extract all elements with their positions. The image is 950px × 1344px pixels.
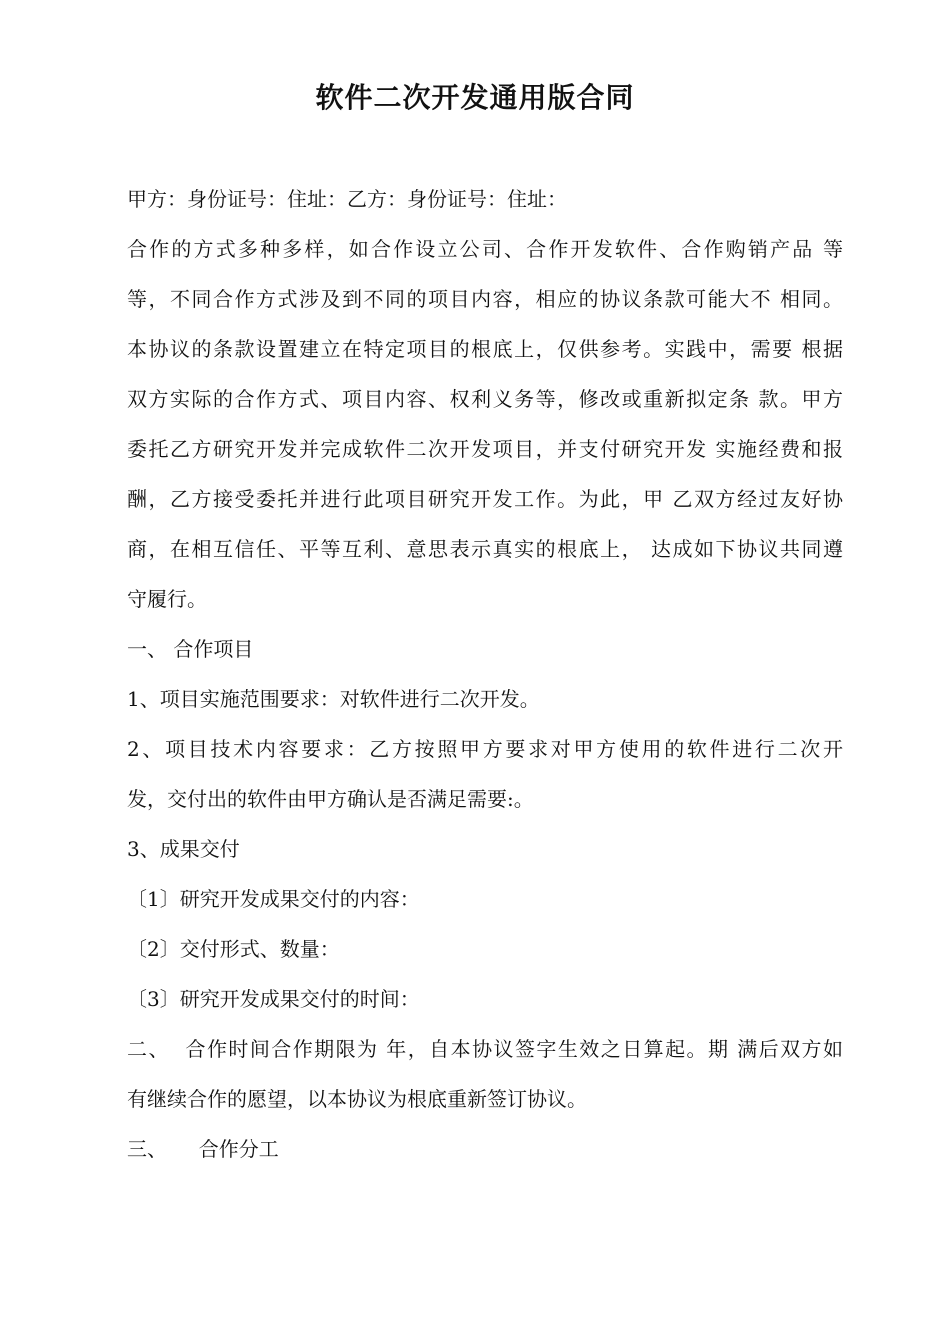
clause-line: 1、项目实施范围要求：对软件进行二次开发。 <box>127 687 540 711</box>
paragraph-line: 等，不同合作方式涉及到不同的项目内容，相应的协议条款可能大不 相同。 <box>127 287 843 311</box>
paragraph-line: 双方实际的合作方式、项目内容、权利义务等，修改或重新拟定条 款。甲方 <box>127 387 843 411</box>
clause-line: 3、成果交付 <box>127 837 240 861</box>
clause-line: 2、项目技术内容要求：乙方按照甲方要求对甲方使用的软件进行二次开 <box>127 737 843 761</box>
section-heading: 三、 合作分工 <box>127 1137 279 1161</box>
party-info-line: 甲方：身份证号：住址：乙方：身份证号：住址： <box>127 187 567 211</box>
paragraph-line: 酬，乙方接受委托并进行此项目研究开发工作。为此，甲 乙双方经过友好协 <box>127 487 843 511</box>
paragraph-line: 有继续合作的愿望，以本协议为根底重新签订协议。 <box>127 1087 587 1111</box>
paragraph-line: 合作的方式多种多样，如合作设立公司、合作开发软件、合作购销产品 等 <box>127 237 843 261</box>
document-title: 软件二次开发通用版合同 <box>315 81 635 114</box>
paragraph-line: 守履行。 <box>127 587 207 611</box>
section-heading: 一、 合作项目 <box>127 637 254 661</box>
paragraph-line: 商，在相互信任、平等互利、意思表示真实的根底上， 达成如下协议共同遵 <box>127 537 843 561</box>
document-body <box>127 174 843 1174</box>
sub-clause-line: 〔2〕交付形式、数量： <box>127 937 340 961</box>
section-heading: 二、 合作时间合作期限为 年，自本协议签字生效之日算起。期 满后双方如 <box>127 1037 843 1061</box>
clause-line: 发，交付出的软件由甲方确认是否满足需要:。 <box>127 787 534 811</box>
paragraph-line: 委托乙方研究开发并完成软件二次开发项目，并支付研究开发 实施经费和报 <box>127 437 843 461</box>
paragraph-line: 本协议的条款设置建立在特定项目的根底上，仅供参考。实践中，需要 根据 <box>127 337 843 361</box>
sub-clause-line: 〔3〕研究开发成果交付的时间： <box>127 987 420 1011</box>
sub-clause-line: 〔1〕研究开发成果交付的内容： <box>127 887 420 911</box>
